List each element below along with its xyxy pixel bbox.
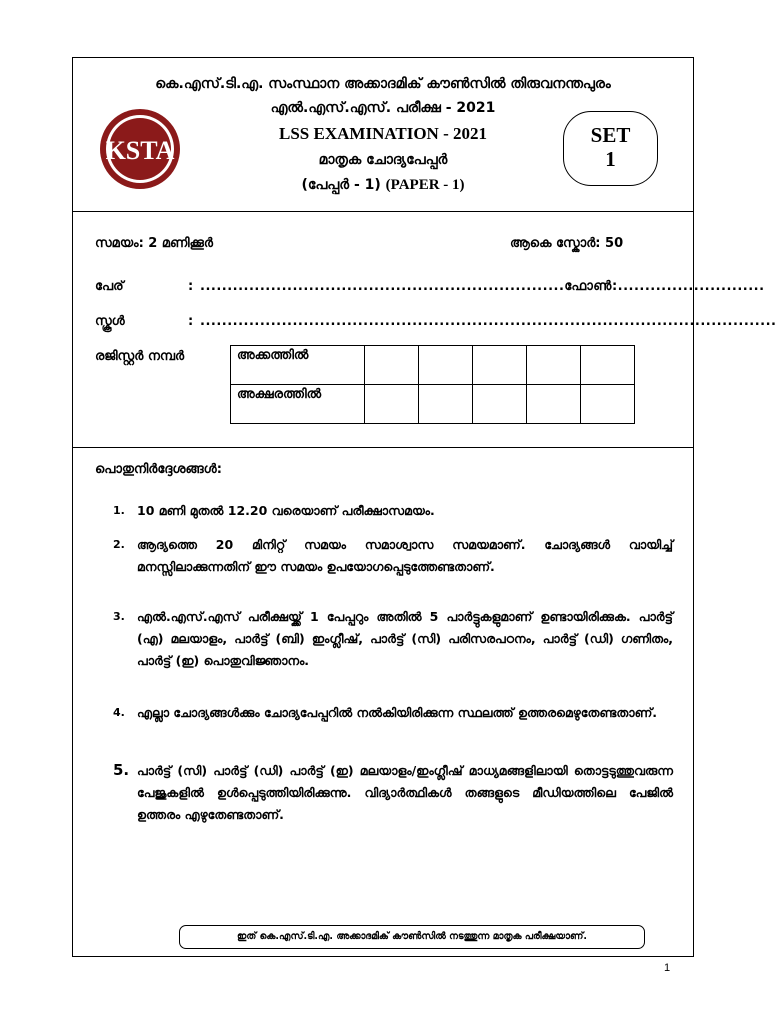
- register-digit-box[interactable]: [365, 346, 419, 385]
- page-number: 1: [664, 962, 671, 974]
- details-divider: [72, 447, 694, 448]
- instruction-text: എല്ലാ ചോദ്യങ്ങൾക്കും ചോദ്യപേപ്പറിൽ നൽകിയിരിക്കുന്ന സ്ഥലത്ത് ഉത്തരമെഴുതേണ്ടതാണ്.: [137, 705, 658, 720]
- name-colon: :: [188, 279, 194, 294]
- total-score-label: ആകെ സ്കോർ: 50: [510, 236, 624, 251]
- register-number-table: [230, 345, 635, 424]
- instructions-title: പൊതുനിർദ്ദേശങ്ങൾ:: [95, 462, 222, 477]
- register-word-box[interactable]: [527, 385, 581, 424]
- instruction-number: 3.: [113, 610, 125, 623]
- register-digit-box[interactable]: [581, 346, 635, 385]
- instruction-number: 5.: [113, 761, 130, 779]
- instruction-item: [113, 702, 673, 724]
- model-paper-title: മാതൃക ചോദ്യപേപ്പർ: [318, 152, 448, 168]
- exam-title-ml: എൽ.എസ്.എസ്. പരീക്ഷ - 2021: [270, 100, 496, 116]
- header-divider: [72, 211, 694, 212]
- instruction-number: 4.: [113, 706, 125, 719]
- register-digit-box[interactable]: [527, 346, 581, 385]
- register-word-box[interactable]: [365, 385, 419, 424]
- footer-note: ഇത് കെ.എസ്.ടി.എ. അക്കാദമിക് കൗൺസിൽ നടത്തുന്ന മാതൃക പരീക്ഷയാണ്.: [179, 925, 645, 949]
- name-label: പേര്: [95, 279, 124, 294]
- instruction-number: 1.: [113, 504, 125, 517]
- register-row-digits-label: അക്കത്തിൽ: [231, 346, 365, 385]
- register-word-box[interactable]: [581, 385, 635, 424]
- school-field[interactable]: ..........................................................................................................: [200, 314, 776, 329]
- instruction-item: [113, 534, 673, 578]
- school-colon: :: [188, 314, 194, 329]
- register-word-box[interactable]: [473, 385, 527, 424]
- register-digit-box[interactable]: [419, 346, 473, 385]
- name-phone-field[interactable]: ...................................................................ഫോൺ:...........................: [200, 279, 765, 294]
- register-row-words-label: അക്ഷരത്തിൽ: [231, 385, 365, 424]
- time-label: സമയം: 2 മണിക്കൂർ: [95, 236, 214, 251]
- instruction-text: എൽ.എസ്.എസ് പരീക്ഷയ്ക്ക് 1 പേപ്പറും അതിൽ 5 പാർട്ടുകളുമാണ് ഉണ്ടായിരിക്കുക. പാർട്ട് (എ) മലയാളം, പാർട്ട് (ബി) ഇംഗ്ലീഷ്, പാർട്ട് (സി) പരിസരപഠനം, പാർട്ട് (ഡി) ഗണിതം, പാർട്ട് (ഇ) പൊതുവിജ്ഞാനം.: [137, 609, 673, 668]
- register-row-digits: [231, 346, 635, 385]
- instruction-item: [113, 760, 673, 826]
- logo-text: KSTA: [105, 136, 175, 165]
- set-badge: [563, 111, 658, 186]
- council-title: കെ.എസ്.ടി.എ. സംസ്ഥാന അക്കാദമിക് കൗൺസിൽ തിരുവനന്തപുരം: [155, 76, 611, 92]
- instruction-text: പാർട്ട് (സി) പാർട്ട് (ഡി) പാർട്ട് (ഇ) മലയാളം/ഇംഗ്ലീഷ് മാധ്യമങ്ങളിലായി തൊട്ടടുത്തുവരുന്ന പേജുകളിൽ ഉൾപ്പെടുത്തിയിരിക്കുന്നു. വിദ്യാർത്ഥികൾ തങ്ങളുടെ മീഡിയത്തിലെ പേജിൽ ഉത്തരം എഴുതേണ്ടതാണ്.: [137, 763, 673, 822]
- instruction-number: 2.: [113, 538, 125, 551]
- set-number: 1: [605, 147, 616, 171]
- set-label: SET: [590, 123, 631, 147]
- instruction-text: 10 മണി മുതൽ 12.20 വരെയാണ് പരീക്ഷാസമയം.: [137, 503, 435, 518]
- paper-number-en: (PAPER - 1): [385, 177, 465, 193]
- register-row-words: [231, 385, 635, 424]
- register-number-label: രജിസ്റ്റർ നമ്പർ: [95, 349, 185, 364]
- instruction-item: [113, 606, 673, 672]
- register-digit-box[interactable]: [473, 346, 527, 385]
- instruction-text: ആദ്യത്തെ 20 മിനിറ്റ് സമയം സമാശ്വാസ സമയമാണ്. ചോദ്യങ്ങൾ വായിച്ച് മനസ്സിലാക്കുന്നതിന് ഈ സമയം ഉപയോഗപ്പെടുത്തേണ്ടതാണ്.: [137, 537, 673, 574]
- register-word-box[interactable]: [419, 385, 473, 424]
- exam-title-en: LSS EXAMINATION - 2021: [279, 124, 487, 143]
- school-label: സ്കൂൾ: [95, 314, 125, 329]
- instruction-item: [113, 500, 673, 522]
- paper-number-ml: (പേപ്പർ - 1): [301, 177, 381, 193]
